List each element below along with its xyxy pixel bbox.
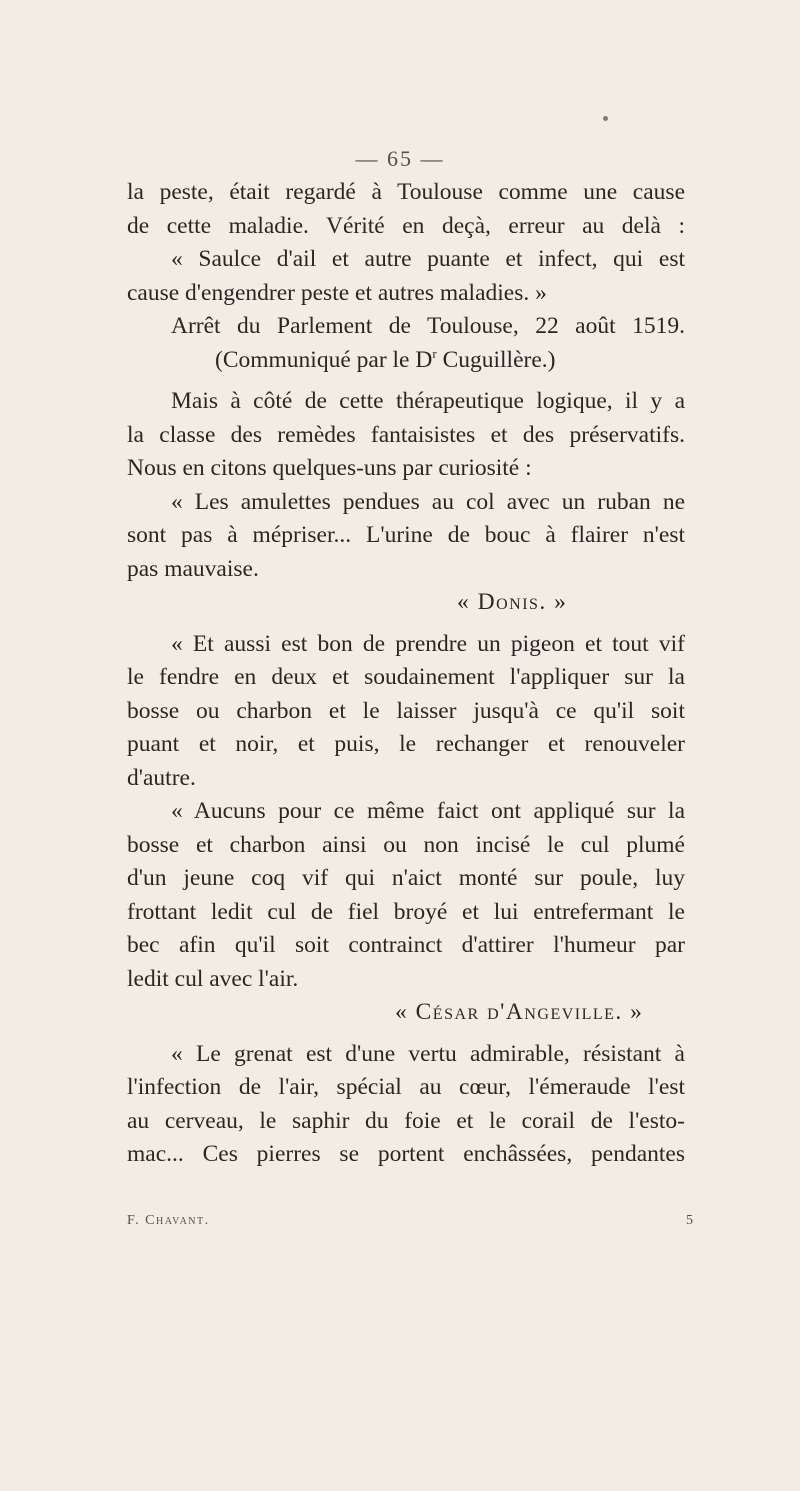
text-line: « Le grenat est d'une vertu admirable, résistant à (171, 1040, 685, 1067)
text-line: pas mauvaise. (127, 555, 259, 582)
text-line: puant et noir, et puis, le rechanger et renouveler (127, 731, 685, 757)
text-line: la classe des remèdes fantaisistes et des préservatifs. (127, 421, 685, 448)
signature-donis: « Donis. » (457, 589, 568, 615)
text-line: mac... Ces pierres se portent enchâssées, pendantes (127, 1141, 685, 1167)
text-line: bosse et charbon ainsi ou non incisé le cul plumé (127, 831, 685, 858)
text-line: la peste, était regardé à Toulouse comme une cause (127, 179, 685, 205)
text-line: l'infection de l'air, spécial au cœur, l'émeraude l'est (127, 1074, 685, 1100)
citation-text: (Communiqué par le D (215, 346, 433, 373)
text-line: au cerveau, le saphir du foie et le corail de l'esto- (127, 1107, 685, 1134)
text-line: ledit cul avec l'air. (127, 965, 299, 992)
superscript-r: r (432, 345, 437, 361)
text-line: bec afin qu'il soit contrainct d'attirer l'humeur par (127, 932, 685, 958)
text-line: sont pas à mépriser... L'urine de bouc à flairer n'est (127, 522, 685, 548)
page-number: — 65 — (355, 146, 445, 171)
citation-line (127, 344, 685, 378)
text-line: d'un jeune coq vif qui n'aict monté sur poule, luy (127, 865, 685, 891)
text-line: cause d'engendrer peste et autres maladies. » (127, 279, 547, 306)
signature-cesar: « César d'Angeville. » (395, 999, 644, 1025)
text-line: d'autre. (127, 764, 196, 791)
ink-speck (603, 116, 608, 121)
text-line: Mais à côté de cette thérapeutique logique, il y a (171, 388, 685, 414)
text-line: « Et aussi est bon de prendre un pigeon et tout vif (171, 630, 685, 657)
body-text (127, 176, 685, 1172)
text-line: bosse ou charbon et le laisser jusqu'à ce qu'il soit (127, 697, 685, 724)
text-line: le fendre en deux et soudainement l'appliquer sur la (127, 664, 685, 690)
printer-signature: F. Chavant. (127, 1213, 210, 1228)
text-line: « Les amulettes pendues au col avec un ruban ne (171, 488, 685, 515)
text-line: « Saulce d'ail et autre puante et infect, qui est (171, 246, 685, 272)
text-line: Nous en citons quelques-uns par curiosité : (127, 455, 532, 481)
text-line: Arrêt du Parlement de Toulouse, 22 août 1519. (171, 313, 685, 339)
sheet-number: 5 (686, 1213, 693, 1228)
citation-text-end: Cuguillère.) (436, 346, 556, 373)
text-line: « Aucuns pour ce même faict ont appliqué sur la (171, 798, 685, 824)
text-line: de cette maladie. Vérité en deçà, erreur au delà : (127, 212, 685, 239)
text-line: frottant ledit cul de fiel broyé et lui entrefermant le (127, 898, 685, 925)
